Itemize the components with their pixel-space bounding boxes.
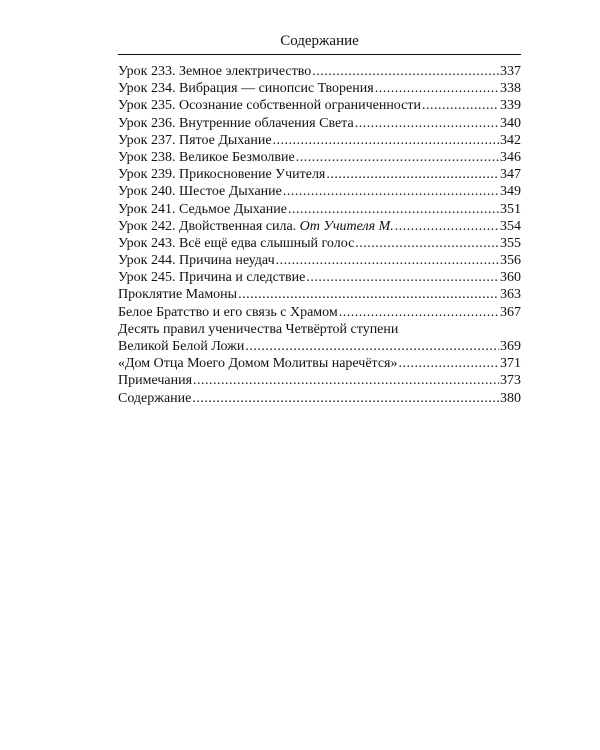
toc-entry-title: Урок 244. Причина неудач bbox=[118, 253, 275, 269]
toc-page-number: 351 bbox=[500, 201, 521, 217]
header-divider bbox=[118, 54, 521, 55]
toc-page-number: 363 bbox=[500, 287, 521, 303]
toc-page-number: 354 bbox=[500, 218, 521, 234]
toc-leader-dots bbox=[273, 132, 499, 149]
toc-entry bbox=[118, 63, 521, 80]
toc-entry bbox=[118, 321, 521, 338]
toc-entry-title: Урок 236. Внутренние облачения Света bbox=[118, 115, 354, 131]
toc-page-number: 367 bbox=[500, 304, 521, 320]
toc-entry bbox=[118, 304, 521, 321]
toc-page-number: 349 bbox=[500, 184, 521, 200]
toc-page-number: 339 bbox=[500, 98, 521, 114]
toc-entry bbox=[118, 115, 521, 132]
toc-entry-title: Урок 235. Осознание собственной ограниченности bbox=[118, 98, 421, 114]
toc-entry bbox=[118, 235, 521, 252]
toc-page-number: 337 bbox=[500, 64, 521, 79]
toc-page-number: 340 bbox=[500, 115, 521, 131]
toc-page-number: 373 bbox=[500, 373, 521, 389]
toc-entry-title: Урок 243. Всё ещё едва слышный голос bbox=[118, 235, 355, 251]
toc-leader-dots bbox=[326, 166, 499, 183]
toc-entry bbox=[118, 269, 521, 286]
toc-entry-title: Урок 241. Седьмое Дыхание bbox=[118, 201, 287, 217]
toc-entry-title: Десять правил ученичества Четвёртой ступени bbox=[118, 321, 399, 337]
toc-entry-title: Урок 239. Прикосновение Учителя bbox=[118, 167, 326, 183]
toc-entry bbox=[118, 338, 521, 355]
toc-entry bbox=[118, 80, 521, 97]
table-of-contents bbox=[118, 63, 521, 407]
toc-entry bbox=[118, 97, 521, 114]
toc-leader-dots bbox=[193, 372, 499, 389]
toc-page-number: 342 bbox=[500, 132, 521, 148]
toc-entry bbox=[118, 372, 521, 389]
toc-entry bbox=[118, 355, 521, 372]
toc-leader-dots bbox=[283, 183, 499, 200]
toc-leader-dots bbox=[422, 97, 499, 114]
toc-entry bbox=[118, 390, 521, 407]
toc-entry-title: Урок 245. Причина и следствие bbox=[118, 270, 306, 286]
toc-leader-dots bbox=[288, 201, 499, 218]
toc-page-number: 369 bbox=[500, 339, 521, 354]
toc-page-number: 356 bbox=[500, 253, 521, 269]
toc-leader-dots bbox=[306, 269, 499, 286]
toc-entry bbox=[118, 149, 521, 166]
toc-leader-dots bbox=[375, 80, 499, 97]
toc-entry-title-roman: Урок 242. Двойственная сила. bbox=[118, 218, 300, 234]
toc-entry-title: Примечания bbox=[118, 373, 193, 389]
toc-entry-title bbox=[118, 218, 394, 235]
toc-entry bbox=[118, 183, 521, 200]
toc-leader-dots bbox=[399, 355, 500, 372]
toc-page-number: 338 bbox=[500, 81, 521, 97]
toc-page-number: 347 bbox=[500, 167, 521, 183]
toc-entry bbox=[118, 166, 521, 183]
toc-page-number: 360 bbox=[500, 270, 521, 286]
page-title: Содержание bbox=[280, 33, 359, 49]
toc-page-number: 371 bbox=[500, 356, 521, 372]
toc-entry-title: Урок 240. Шестое Дыхание bbox=[118, 184, 282, 200]
toc-leader-dots bbox=[339, 304, 499, 321]
toc-entry-author: От Учителя М. bbox=[299, 218, 394, 234]
toc-leader-dots bbox=[355, 115, 499, 132]
toc-page-number: 380 bbox=[500, 390, 521, 406]
toc-entry-title: Урок 233. Земное электричество bbox=[118, 64, 312, 79]
toc-leader-dots bbox=[355, 235, 499, 252]
toc-leader-dots bbox=[395, 218, 499, 235]
toc-entry-title: Великой Белой Ложи bbox=[118, 339, 245, 354]
toc-entry-title: Урок 234. Вибрация — синопсис Творения bbox=[118, 81, 374, 97]
toc-entry-title: Содержание bbox=[118, 390, 192, 406]
toc-page-number: 346 bbox=[500, 149, 521, 165]
toc-leader-dots bbox=[238, 286, 499, 303]
toc-entry-title: «Дом Отца Моего Домом Молитвы наречётся» bbox=[118, 356, 398, 372]
toc-leader-dots bbox=[312, 63, 499, 80]
toc-entry bbox=[118, 252, 521, 269]
toc-entry bbox=[118, 201, 521, 218]
toc-leader-dots bbox=[192, 390, 499, 407]
toc-leader-dots bbox=[245, 338, 499, 355]
toc-leader-dots bbox=[296, 149, 499, 166]
toc-entry-title: Белое Братство и его связь с Храмом bbox=[118, 304, 338, 320]
toc-entry bbox=[118, 132, 521, 149]
toc-page-number: 355 bbox=[500, 235, 521, 251]
toc-entry bbox=[118, 286, 521, 303]
toc-entry-title: Урок 238. Великое Безмолвие bbox=[118, 149, 295, 165]
toc-entry bbox=[118, 218, 521, 235]
toc-entry-title: Проклятие Мамоны bbox=[118, 287, 238, 303]
toc-leader-dots bbox=[276, 252, 499, 269]
toc-entry-title: Урок 237. Пятое Дыхание bbox=[118, 132, 272, 148]
